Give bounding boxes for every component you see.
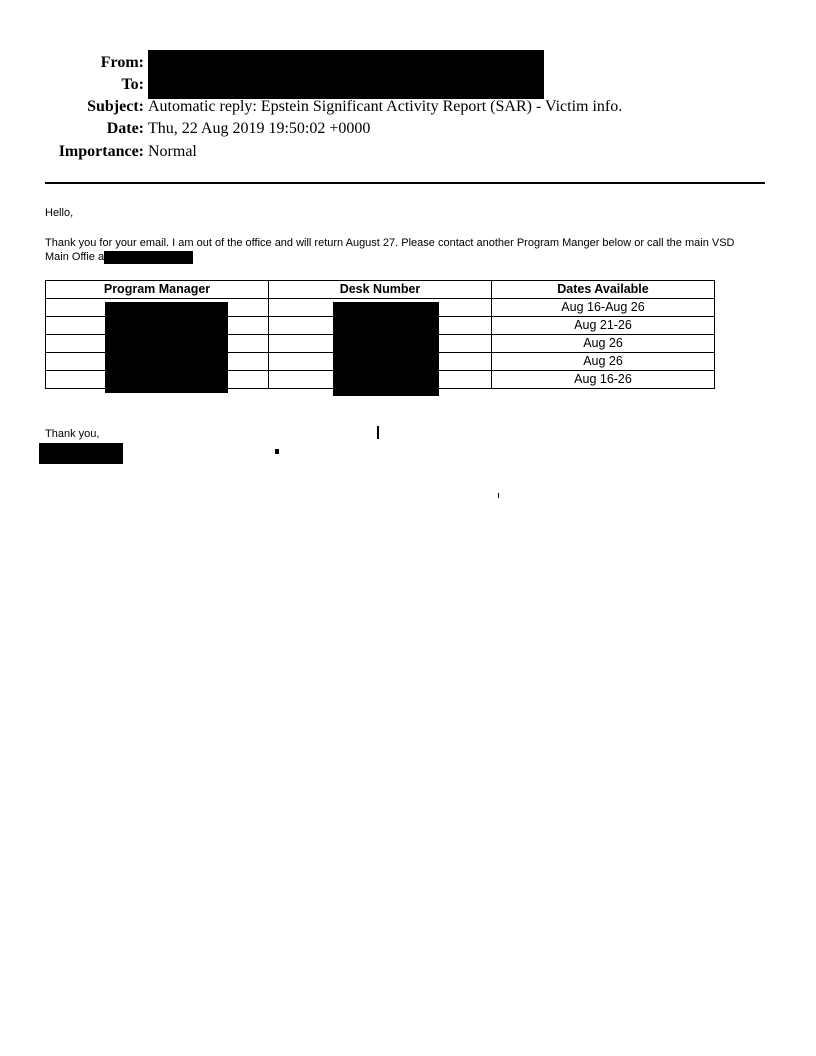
cell-dates: Aug 26 <box>492 335 715 353</box>
cell-dates: Aug 21-26 <box>492 317 715 335</box>
greeting: Hello, <box>45 207 74 219</box>
message-line-2: Main Offie a <box>45 251 105 263</box>
importance-value: Normal <box>148 143 197 160</box>
cell-dates: Aug 16-26 <box>492 371 715 389</box>
subject-label: Subject: <box>87 98 144 115</box>
importance-row <box>0 142 816 164</box>
table-header-row <box>46 281 715 299</box>
closing: Thank you, <box>45 428 100 440</box>
header-divider <box>45 182 765 184</box>
to-label: To: <box>121 76 144 93</box>
date-value: Thu, 22 Aug 2019 19:50:02 +0000 <box>148 120 371 137</box>
subject-row <box>0 97 816 119</box>
scan-mark <box>275 449 279 454</box>
subject-value: Automatic reply: Epstein Significant Activity Report (SAR) - Victim info. <box>148 98 623 115</box>
cell-dates: Aug 16-Aug 26 <box>492 299 715 317</box>
scan-mark <box>377 426 379 439</box>
scan-mark <box>498 493 499 498</box>
from-label: From: <box>100 54 144 71</box>
date-row <box>0 119 816 141</box>
from-to-redaction <box>148 50 544 99</box>
cell-dates: Aug 26 <box>492 353 715 371</box>
signature-redaction <box>39 443 123 464</box>
desk-number-redaction <box>333 302 439 396</box>
col-header-desk-number: Desk Number <box>269 281 492 299</box>
message-line-1: Thank you for your email. I am out of the office and will return August 27. Please contact another Program Manger below or call the main VSD <box>45 237 735 249</box>
importance-label: Importance: <box>58 143 144 160</box>
col-header-program-manager: Program Manager <box>46 281 269 299</box>
col-header-dates-available: Dates Available <box>492 281 715 299</box>
program-manager-redaction <box>105 302 228 393</box>
phone-redaction <box>104 251 193 264</box>
date-label: Date: <box>106 120 144 137</box>
